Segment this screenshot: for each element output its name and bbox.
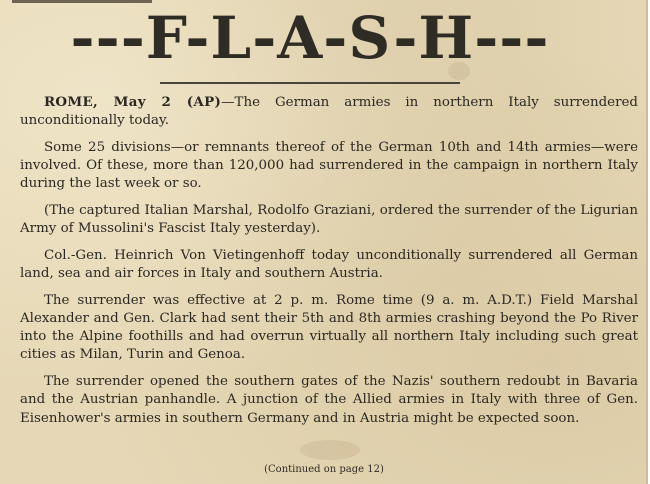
paper-stain [300,440,360,460]
dateline: ROME, May 2 (AP) [44,94,222,110]
article-paragraph: Some 25 divisions—or remnants thereof of the German 10th and 14th armies—were involved. Of these, more than 120,000 had surrendered in the campaign in northern Italy during the last week or so. [20,139,638,192]
headline: ---F-L-A-S-H--- [70,4,550,72]
headline-rule [160,82,460,84]
article-paragraph: The surrender opened the southern gates of the Nazis' southern redoubt in Bavaria and the Austrian panhandle. A junction of the Allied armies in Italy with three of Gen. Eisenhower's armies in southern Germany and in Austria might be expected soon. [20,374,638,426]
article-body [20,93,638,436]
article-paragraph: (The captured Italian Marshal, Rodolfo Graziani, ordered the surrender of the Ligurian Army of Mussolini's Fascist Italy yesterday). [20,203,638,237]
top-rule [12,0,152,3]
article-lead-text: —The German armies in northern Italy surrendered unconditionally today. [20,95,639,129]
article-paragraph: Col.-Gen. Heinrich Von Vietingenhoff today unconditionally surrendered all German land, sea and air forces in Italy and southern Austria. [20,247,638,282]
continued-note: (Continued on page 12) [264,464,384,475]
article-paragraph [20,93,638,130]
article-paragraph: The surrender was effective at 2 p. m. Rome time (9 a. m. A.D.T.) Field Marshal Alexander and Gen. Clark had sent their 5th and 8th armies crashing beyond the Po River into the Alpine foothills and had overrun virtually all northern Italy including such great cities as Milan, Turin and Genoa. [20,292,638,363]
